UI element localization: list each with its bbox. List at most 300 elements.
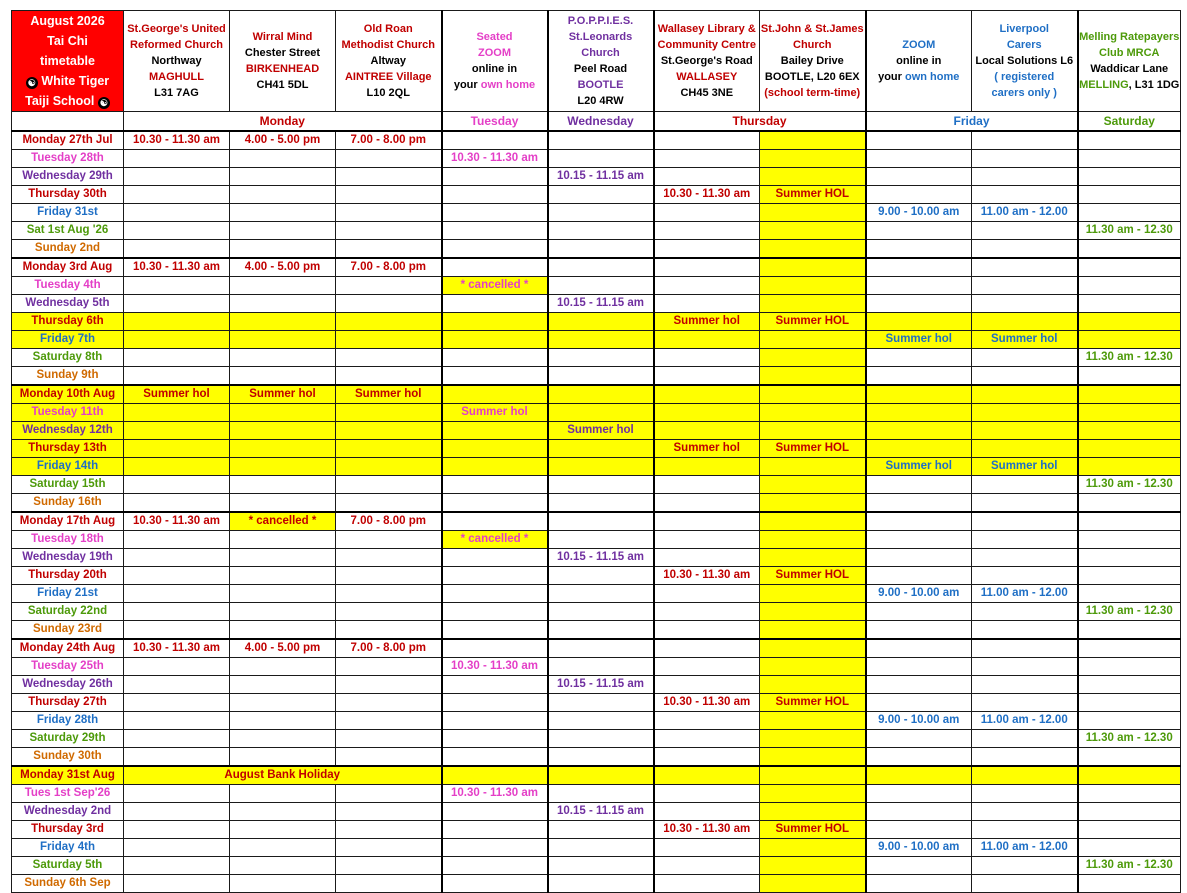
session-cell xyxy=(1078,440,1181,458)
session-cell xyxy=(336,422,442,440)
session-cell xyxy=(1078,785,1181,803)
date-label: Friday 31st xyxy=(12,204,124,222)
session-cell xyxy=(760,766,866,785)
session-cell xyxy=(442,349,548,367)
date-label: Wednesday 26th xyxy=(12,676,124,694)
table-row xyxy=(12,131,1181,150)
session-cell: Summer hol xyxy=(972,331,1078,349)
session-cell xyxy=(336,331,442,349)
session-cell xyxy=(442,585,548,603)
session-cell xyxy=(548,512,654,531)
session-cell xyxy=(124,277,230,295)
session-cell xyxy=(442,567,548,585)
session-cell xyxy=(336,730,442,748)
session-cell: 11.30 am - 12.30 xyxy=(1078,349,1181,367)
session-cell xyxy=(866,676,972,694)
session-cell xyxy=(972,875,1078,893)
table-row xyxy=(12,658,1181,676)
session-cell xyxy=(760,785,866,803)
session-cell xyxy=(336,549,442,567)
table-row xyxy=(12,186,1181,204)
session-cell xyxy=(548,313,654,331)
date-label: Sunday 9th xyxy=(12,367,124,386)
session-cell xyxy=(124,821,230,839)
session-cell: 10.30 - 11.30 am xyxy=(442,785,548,803)
table-row xyxy=(12,222,1181,240)
session-cell xyxy=(548,875,654,893)
date-label: Thursday 13th xyxy=(12,440,124,458)
session-cell xyxy=(230,240,336,259)
session-cell xyxy=(760,531,866,549)
session-cell xyxy=(442,476,548,494)
session-cell xyxy=(124,785,230,803)
table-row xyxy=(12,531,1181,549)
session-cell xyxy=(124,748,230,767)
session-cell xyxy=(972,258,1078,277)
session-cell xyxy=(760,621,866,640)
session-cell xyxy=(548,131,654,150)
session-cell xyxy=(124,585,230,603)
session-cell xyxy=(760,150,866,168)
session-cell xyxy=(972,440,1078,458)
session-cell xyxy=(124,839,230,857)
session-cell xyxy=(866,186,972,204)
table-row xyxy=(12,785,1181,803)
session-cell xyxy=(760,204,866,222)
session-cell xyxy=(124,204,230,222)
table-row xyxy=(12,748,1181,767)
date-label: Sunday 30th xyxy=(12,748,124,767)
session-cell xyxy=(972,168,1078,186)
session-cell xyxy=(442,766,548,785)
session-cell xyxy=(866,694,972,712)
session-cell xyxy=(1078,621,1181,640)
session-cell xyxy=(1078,240,1181,259)
session-cell: 9.00 - 10.00 am xyxy=(866,204,972,222)
session-cell: 10.30 - 11.30 am xyxy=(442,150,548,168)
session-cell xyxy=(1078,404,1181,422)
session-cell: Summer hol xyxy=(548,422,654,440)
session-cell xyxy=(548,603,654,621)
session-cell: 10.15 - 11.15 am xyxy=(548,803,654,821)
session-cell xyxy=(866,785,972,803)
session-cell xyxy=(1078,186,1181,204)
session-cell xyxy=(230,621,336,640)
session-cell xyxy=(336,240,442,259)
session-cell xyxy=(230,295,336,313)
session-cell xyxy=(124,150,230,168)
date-label: Wednesday 12th xyxy=(12,422,124,440)
session-cell xyxy=(442,512,548,531)
session-cell xyxy=(336,585,442,603)
session-cell xyxy=(866,603,972,621)
date-label: Friday 28th xyxy=(12,712,124,730)
session-cell xyxy=(548,694,654,712)
session-cell xyxy=(336,186,442,204)
session-cell xyxy=(230,204,336,222)
table-row xyxy=(12,839,1181,857)
session-cell xyxy=(230,349,336,367)
session-cell xyxy=(866,404,972,422)
session-cell: 11.30 am - 12.30 xyxy=(1078,857,1181,875)
session-cell xyxy=(760,404,866,422)
session-cell: 7.00 - 8.00 pm xyxy=(336,258,442,277)
session-cell xyxy=(548,785,654,803)
session-cell xyxy=(336,676,442,694)
session-cell xyxy=(1078,585,1181,603)
session-cell xyxy=(230,367,336,386)
session-cell xyxy=(124,404,230,422)
session-cell xyxy=(654,385,760,404)
session-cell: 10.30 - 11.30 am xyxy=(654,186,760,204)
session-cell xyxy=(124,476,230,494)
session-cell xyxy=(1078,531,1181,549)
session-cell xyxy=(442,712,548,730)
session-cell xyxy=(336,748,442,767)
session-cell: 10.30 - 11.30 am xyxy=(124,639,230,658)
timetable xyxy=(11,10,1181,893)
session-cell: Summer hol xyxy=(336,385,442,404)
table-row xyxy=(12,567,1181,585)
session-cell xyxy=(972,404,1078,422)
session-cell xyxy=(654,277,760,295)
session-cell xyxy=(1078,168,1181,186)
session-cell xyxy=(548,585,654,603)
session-cell: Summer hol xyxy=(972,458,1078,476)
session-cell xyxy=(1078,512,1181,531)
session-cell xyxy=(124,222,230,240)
session-cell xyxy=(548,639,654,658)
session-cell xyxy=(1078,331,1181,349)
session-cell xyxy=(972,150,1078,168)
session-cell xyxy=(442,440,548,458)
date-label: Friday 7th xyxy=(12,331,124,349)
session-cell xyxy=(548,277,654,295)
session-cell xyxy=(230,168,336,186)
session-cell xyxy=(548,621,654,640)
session-cell xyxy=(972,222,1078,240)
session-cell xyxy=(866,857,972,875)
table-row xyxy=(12,258,1181,277)
session-cell xyxy=(124,186,230,204)
session-cell xyxy=(654,730,760,748)
session-cell xyxy=(442,222,548,240)
session-cell xyxy=(548,150,654,168)
session-cell xyxy=(336,295,442,313)
session-cell: Summer HOL xyxy=(760,313,866,331)
session-cell xyxy=(230,222,336,240)
session-cell xyxy=(336,712,442,730)
session-cell xyxy=(972,639,1078,658)
session-cell xyxy=(654,839,760,857)
session-cell xyxy=(760,131,866,150)
session-cell xyxy=(760,458,866,476)
session-cell xyxy=(972,277,1078,295)
table-row xyxy=(12,875,1181,893)
date-label: Sat 1st Aug '26 xyxy=(12,222,124,240)
session-cell xyxy=(548,476,654,494)
session-cell xyxy=(336,839,442,857)
session-cell xyxy=(866,875,972,893)
session-cell xyxy=(866,277,972,295)
session-cell xyxy=(230,730,336,748)
session-cell xyxy=(124,440,230,458)
date-label: Thursday 6th xyxy=(12,313,124,331)
session-cell xyxy=(972,603,1078,621)
session-cell xyxy=(124,240,230,259)
session-cell xyxy=(230,603,336,621)
session-cell xyxy=(230,785,336,803)
session-cell xyxy=(548,204,654,222)
session-cell xyxy=(548,567,654,585)
session-cell xyxy=(124,422,230,440)
session-cell xyxy=(654,639,760,658)
session-cell: 10.30 - 11.30 am xyxy=(124,512,230,531)
session-cell xyxy=(1078,313,1181,331)
session-cell xyxy=(442,549,548,567)
session-cell xyxy=(442,313,548,331)
session-cell xyxy=(760,222,866,240)
session-cell xyxy=(124,730,230,748)
table-row xyxy=(12,385,1181,404)
table-row xyxy=(12,766,1181,785)
session-cell xyxy=(336,222,442,240)
table-row xyxy=(12,349,1181,367)
session-cell xyxy=(972,295,1078,313)
date-label: Tuesday 4th xyxy=(12,277,124,295)
session-cell xyxy=(442,621,548,640)
date-label: Tuesday 18th xyxy=(12,531,124,549)
date-label: Monday 3rd Aug xyxy=(12,258,124,277)
session-cell xyxy=(654,676,760,694)
venue-header: Wirral Mind Chester Street BIRKENHEAD CH41 5DL xyxy=(230,11,336,112)
table-row xyxy=(12,240,1181,259)
session-cell xyxy=(654,258,760,277)
session-cell xyxy=(442,857,548,875)
session-cell xyxy=(442,676,548,694)
date-label: Monday 10th Aug xyxy=(12,385,124,404)
session-cell xyxy=(654,603,760,621)
session-cell xyxy=(1078,639,1181,658)
session-cell xyxy=(230,277,336,295)
session-cell: 10.30 - 11.30 am xyxy=(654,567,760,585)
session-cell xyxy=(866,494,972,513)
session-cell xyxy=(1078,676,1181,694)
session-cell: 11.30 am - 12.30 xyxy=(1078,222,1181,240)
session-cell: Summer HOL xyxy=(760,186,866,204)
session-cell xyxy=(124,712,230,730)
session-cell xyxy=(548,839,654,857)
session-cell: 10.30 - 11.30 am xyxy=(124,258,230,277)
venue-header: Seated ZOOM online in your own home xyxy=(442,11,548,112)
table-row xyxy=(12,295,1181,313)
session-cell xyxy=(1078,258,1181,277)
session-cell xyxy=(1078,422,1181,440)
session-cell xyxy=(654,240,760,259)
session-cell xyxy=(442,730,548,748)
table-row xyxy=(12,458,1181,476)
session-cell xyxy=(124,567,230,585)
session-cell: 11.00 am - 12.00 xyxy=(972,839,1078,857)
session-cell xyxy=(548,658,654,676)
session-cell xyxy=(548,440,654,458)
table-row xyxy=(12,803,1181,821)
session-cell: Summer hol xyxy=(230,385,336,404)
date-label: Tuesday 28th xyxy=(12,150,124,168)
session-cell xyxy=(760,168,866,186)
session-cell xyxy=(866,476,972,494)
session-cell xyxy=(972,748,1078,767)
session-cell xyxy=(442,258,548,277)
session-cell xyxy=(654,803,760,821)
session-cell xyxy=(654,585,760,603)
session-cell xyxy=(1078,277,1181,295)
venue-header: Wallasey Library & Community Centre St.George's Road WALLASEY CH45 3NE xyxy=(654,11,760,112)
session-cell xyxy=(972,821,1078,839)
session-cell xyxy=(760,258,866,277)
session-cell xyxy=(548,385,654,404)
session-cell xyxy=(866,313,972,331)
venue-header: ZOOM online in your own home xyxy=(866,11,972,112)
session-cell xyxy=(654,168,760,186)
session-cell xyxy=(230,404,336,422)
session-cell xyxy=(548,349,654,367)
session-cell xyxy=(866,422,972,440)
session-cell xyxy=(124,658,230,676)
session-cell xyxy=(760,585,866,603)
date-label: Saturday 29th xyxy=(12,730,124,748)
venue-header: St.George's United Reformed Church Northway MAGHULL L31 7AG xyxy=(124,11,230,112)
session-cell xyxy=(442,385,548,404)
session-cell xyxy=(654,150,760,168)
session-cell xyxy=(336,694,442,712)
session-cell xyxy=(336,494,442,513)
table-row xyxy=(12,404,1181,422)
session-cell xyxy=(1078,150,1181,168)
session-cell xyxy=(230,567,336,585)
table-row xyxy=(12,150,1181,168)
session-cell xyxy=(124,168,230,186)
session-cell xyxy=(230,712,336,730)
session-cell xyxy=(230,821,336,839)
session-cell xyxy=(760,730,866,748)
session-cell xyxy=(866,385,972,404)
yin-yang-icon: ☯ xyxy=(99,98,108,108)
session-cell xyxy=(124,313,230,331)
table-row xyxy=(12,585,1181,603)
session-cell xyxy=(866,512,972,531)
session-cell xyxy=(760,549,866,567)
session-cell xyxy=(866,440,972,458)
table-row xyxy=(12,313,1181,331)
session-cell: 11.30 am - 12.30 xyxy=(1078,603,1181,621)
session-cell xyxy=(866,621,972,640)
table-row xyxy=(12,857,1181,875)
session-cell: 7.00 - 8.00 pm xyxy=(336,512,442,531)
table-row xyxy=(12,712,1181,730)
session-cell xyxy=(1078,875,1181,893)
session-cell: * cancelled * xyxy=(442,277,548,295)
session-cell xyxy=(548,331,654,349)
session-cell: * cancelled * xyxy=(442,531,548,549)
session-cell xyxy=(442,639,548,658)
session-cell: 4.00 - 5.00 pm xyxy=(230,258,336,277)
session-cell xyxy=(972,785,1078,803)
date-label: Thursday 3rd xyxy=(12,821,124,839)
venue-header: Melling Ratepayers Club MRCA Waddicar Lane MELLING, L31 1DG xyxy=(1078,11,1181,112)
session-cell xyxy=(760,512,866,531)
session-cell xyxy=(760,422,866,440)
session-cell xyxy=(972,531,1078,549)
session-cell: Summer HOL xyxy=(760,567,866,585)
session-cell xyxy=(124,694,230,712)
session-cell: Summer hol xyxy=(654,440,760,458)
session-cell xyxy=(866,730,972,748)
session-cell: Summer hol xyxy=(866,331,972,349)
session-cell xyxy=(442,803,548,821)
session-cell xyxy=(654,494,760,513)
holiday-cell: August Bank Holiday xyxy=(124,766,442,785)
session-cell xyxy=(654,531,760,549)
session-cell xyxy=(230,331,336,349)
date-label: Saturday 15th xyxy=(12,476,124,494)
session-cell: * cancelled * xyxy=(230,512,336,531)
session-cell xyxy=(442,295,548,313)
session-cell xyxy=(760,839,866,857)
session-cell xyxy=(760,803,866,821)
table-row xyxy=(12,367,1181,386)
session-cell xyxy=(442,131,548,150)
day-header-wednesday: Wednesday xyxy=(548,112,654,132)
table-row xyxy=(12,331,1181,349)
session-cell xyxy=(336,440,442,458)
session-cell xyxy=(866,821,972,839)
date-label: Friday 14th xyxy=(12,458,124,476)
session-cell xyxy=(760,240,866,259)
date-label: Friday 4th xyxy=(12,839,124,857)
session-cell xyxy=(760,639,866,658)
session-cell xyxy=(1078,458,1181,476)
session-cell xyxy=(336,204,442,222)
session-cell xyxy=(548,494,654,513)
session-cell xyxy=(866,168,972,186)
session-cell xyxy=(760,331,866,349)
session-cell: Summer HOL xyxy=(760,694,866,712)
table-row xyxy=(12,512,1181,531)
session-cell xyxy=(1078,204,1181,222)
table-row xyxy=(12,204,1181,222)
date-label: Thursday 30th xyxy=(12,186,124,204)
session-cell xyxy=(866,222,972,240)
session-cell xyxy=(972,621,1078,640)
session-cell xyxy=(654,512,760,531)
session-cell: 7.00 - 8.00 pm xyxy=(336,639,442,658)
session-cell xyxy=(124,857,230,875)
session-cell xyxy=(548,730,654,748)
session-cell xyxy=(1078,494,1181,513)
session-cell xyxy=(654,404,760,422)
session-cell: 11.00 am - 12.00 xyxy=(972,712,1078,730)
session-cell xyxy=(972,240,1078,259)
date-label: Saturday 5th xyxy=(12,857,124,875)
session-cell xyxy=(760,748,866,767)
date-label: Wednesday 5th xyxy=(12,295,124,313)
session-cell xyxy=(230,186,336,204)
session-cell xyxy=(972,313,1078,331)
session-cell: Summer hol xyxy=(124,385,230,404)
session-cell: 10.15 - 11.15 am xyxy=(548,676,654,694)
session-cell: Summer hol xyxy=(442,404,548,422)
